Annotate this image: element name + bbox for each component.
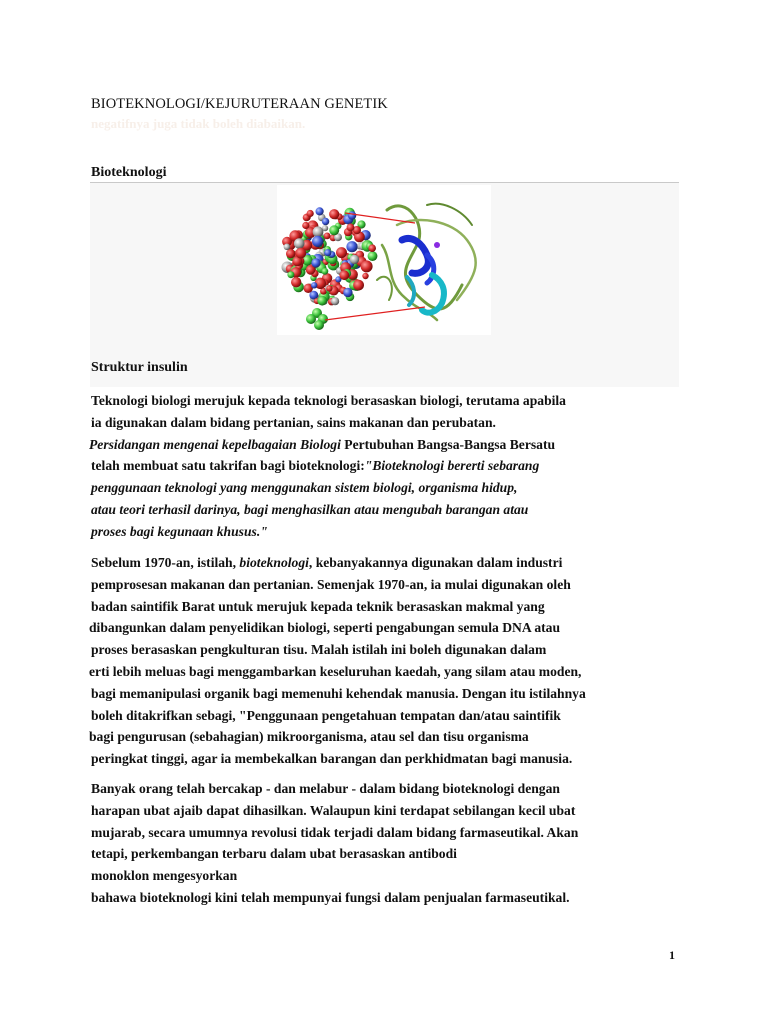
- atom-sphere: [324, 233, 331, 240]
- atom-sphere: [329, 209, 339, 219]
- italic-run: atau teori terhasil darinya, bagi menghasilkan atau mengubah barangan atau: [91, 502, 529, 517]
- insulin-structure-image: [277, 185, 491, 335]
- atom-sphere: [312, 236, 323, 247]
- atom-sphere: [284, 244, 291, 251]
- text-run: Pertubuhan Bangsa-Bangsa Bersatu: [340, 436, 556, 452]
- atom-sphere: [326, 285, 332, 291]
- italic-run: bioteknologi: [239, 555, 309, 570]
- text-line: [89, 618, 560, 638]
- atom-sphere: [324, 249, 331, 256]
- atom-sphere: [311, 258, 320, 267]
- text-line: [91, 553, 562, 573]
- text-line: [91, 575, 571, 595]
- text-line: [91, 413, 496, 433]
- text-line: [91, 522, 268, 542]
- atom-sphere: [302, 222, 309, 229]
- text-run: dibangunkan dalam penyelidikan biologi, seperti pengabungan semula DNA atau: [89, 620, 561, 636]
- text-line: [91, 866, 237, 886]
- atom-sphere: [313, 226, 324, 237]
- atom-sphere: [350, 255, 359, 264]
- text-run: , kebanyakannya digunakan dalam industri: [308, 555, 563, 570]
- text-line: [91, 888, 570, 908]
- text-run: tetapi, perkembangan terbaru dalam ubat berasaskan antibodi: [91, 846, 457, 862]
- atom-sphere: [291, 277, 301, 287]
- atom-sphere: [294, 238, 305, 249]
- text-run: ia digunakan dalam bidang pertanian, sains makanan dan perubatan.: [91, 414, 496, 430]
- atom-sphere: [343, 288, 352, 297]
- text-line: [89, 727, 529, 747]
- atom-sphere: [307, 210, 314, 217]
- text-line: [91, 706, 561, 726]
- atom-sphere: [317, 296, 327, 306]
- atom-sphere: [322, 218, 329, 225]
- atom-sphere: [368, 244, 376, 252]
- text-line: [91, 391, 566, 411]
- text-line: [89, 662, 581, 682]
- italic-run: "Bioteknologi bererti sebarang: [364, 458, 540, 474]
- atom-sphere: [348, 211, 356, 219]
- atom-sphere: [361, 260, 373, 272]
- text-run: badan saintifik Barat untuk merujuk kepada teknik berasaskan makmal yang: [91, 598, 545, 614]
- italic-run: Persidangan mengenai kepelbagaian Biologi: [89, 436, 341, 452]
- text-line: [91, 478, 517, 498]
- text-run: erti lebih meluas bagi menggambarkan keseluruhan kaedah, yang silam atau moden,: [89, 664, 582, 679]
- text-line: [91, 823, 578, 843]
- text-run: bagi pengurusan (sebahagian) mikroorganisma, atau sel dan tisu organisma: [89, 729, 529, 745]
- text-line: [91, 684, 586, 704]
- text-line: [91, 500, 528, 520]
- atom-sphere: [316, 207, 324, 215]
- document-title: BIOTEKNOLOGI/KEJURUTERAAN GENETIK: [91, 96, 388, 112]
- atom-sphere: [331, 297, 339, 305]
- atom-sphere: [314, 320, 324, 330]
- text-run: Sebelum 1970-an, istilah,: [91, 555, 240, 570]
- text-line: [91, 640, 546, 660]
- atom-sphere: [339, 270, 349, 280]
- text-run: monoklon mengesyorkan: [91, 868, 238, 884]
- text-run: boleh ditakrifkan sebagi, "Penggunaan pengetahuan tempatan dan/atau saintifik: [91, 707, 561, 723]
- insulin-molecule-illustration: [277, 185, 491, 335]
- ribbon-structure: [377, 204, 476, 320]
- text-run: proses berasaskan pengkulturan tisu. Malah istilah ini boleh digunakan dalam: [91, 642, 547, 658]
- text-line: [91, 749, 572, 769]
- atom-sphere: [329, 225, 339, 235]
- italic-run: penggunaan teknologi yang menggunakan sistem biologi, organisma hidup,: [91, 480, 518, 496]
- text-run: peringkat tinggi, agar ia membekalkan barangan dan perkhidmatan bagi manusia.: [91, 751, 573, 767]
- text-run: Teknologi biologi merujuk kepada teknologi berasaskan biologi, terutama apabila: [91, 393, 566, 408]
- atom-sphere: [287, 271, 294, 278]
- atom-sphere: [295, 248, 306, 259]
- text-line: [91, 779, 560, 799]
- text-line: [89, 435, 555, 455]
- atom-sphere: [347, 224, 355, 232]
- figure-caption: Struktur insulin: [91, 360, 188, 375]
- text-run: Banyak orang telah bercakap - dan melabur - dalam bidang bioteknologi dengan: [91, 781, 560, 796]
- atom-sphere: [368, 251, 378, 261]
- italic-run: proses bagi kegunaan khusus.": [91, 523, 268, 539]
- atom-sphere: [353, 280, 364, 291]
- text-run: pemprosesan makanan dan pertanian. Semenjak 1970-an, ia mulai digunakan oleh: [91, 576, 571, 592]
- text-line: [91, 801, 575, 821]
- faint-text-line: negatifnya juga tidak boleh diabaikan.: [91, 116, 306, 131]
- text-run: harapan ubat ajaib dapat dihasilkan. Walaupun kini terdapat sebilangan kecil ubat: [91, 802, 576, 818]
- atom-sphere: [322, 268, 329, 275]
- section-heading: Bioteknologi: [91, 165, 167, 180]
- text-run: telah membuat satu takrifan bagi bioteknologi:: [91, 458, 365, 474]
- text-line: [91, 597, 545, 617]
- atom-sphere: [336, 247, 347, 258]
- text-run: bahawa bioteknologi kini telah mempunyai fungsi dalam penjualan farmaseutikal.: [91, 890, 570, 905]
- atom-sphere: [311, 282, 317, 288]
- text-run: bagi memanipulasi organik bagi memenuhi kehendak manusia. Dengan itu istilahnya: [91, 685, 586, 701]
- text-run: mujarab, secara umumnya revolusi tidak terjadi dalam bidang farmaseutikal. Akan: [91, 824, 579, 840]
- text-line: [91, 844, 457, 864]
- atom-sphere: [286, 249, 295, 258]
- text-line: [91, 456, 539, 476]
- atom-sphere: [362, 273, 368, 279]
- atom-sphere: [346, 241, 357, 252]
- page-number: 1: [669, 948, 675, 962]
- atom-sphere: [306, 314, 316, 324]
